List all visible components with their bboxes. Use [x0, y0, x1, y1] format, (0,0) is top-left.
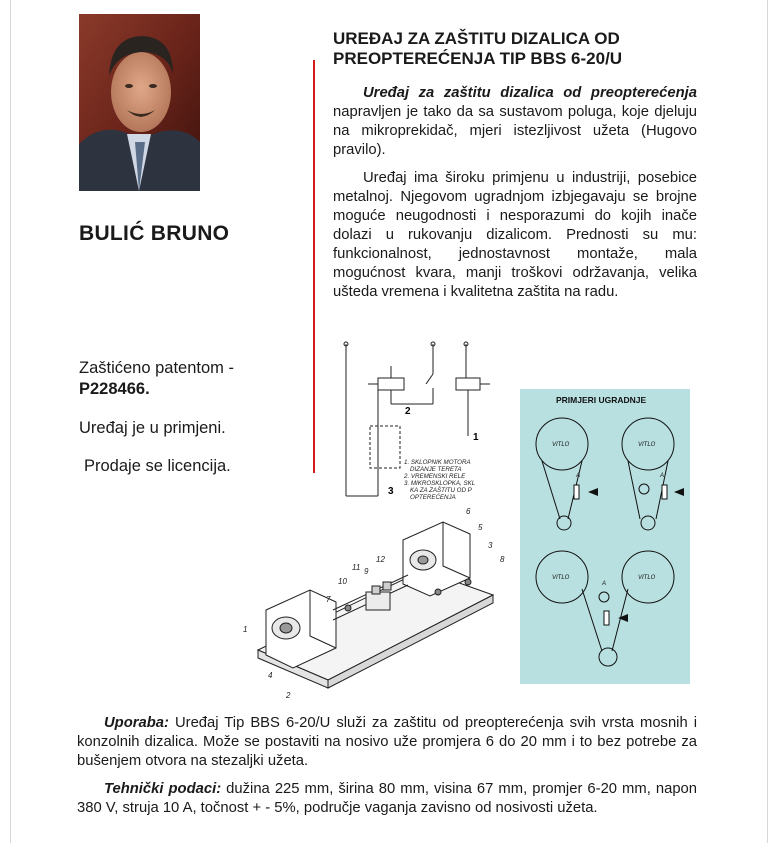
intro-emphasis: Uređaj za zaštitu dizalica od preopterećenja [363, 85, 697, 101]
patent-info [79, 358, 234, 400]
part-label: 9 [364, 567, 369, 576]
usage-label: Uporaba: [104, 715, 169, 731]
part-label: 3 [488, 541, 493, 550]
patent-number: P228466. [79, 380, 150, 398]
legend-line: KA ZA ZAŠTITU OD P [410, 487, 472, 494]
part-label: 12 [376, 555, 385, 564]
marker-a: A [660, 473, 665, 479]
legend-line: 1. SKLOPNIK MOTORA [404, 459, 471, 466]
part-label: 6 [466, 507, 471, 516]
drum-label: VITLO [638, 442, 656, 448]
part-label: 8 [500, 555, 505, 564]
intro-paragraph-2: Uređaj ima široku primjenu u industriji, posebice metalnoj. Njegovom ugradnjom izbjegavaju se brojne moguće neugodnosti i nesporazumi do kojih inače dolazi u rukovanju dizalicom. Prednosti su mu: funkcionalnost, jednostavnost montaže, mala mogućnost kvara, manji troškovi održavanja, velika ušteda vremena i kvalitetna zaštita na radu. [333, 170, 697, 300]
circuit-label-1: 1 [473, 432, 479, 443]
legend-line: 2. VREMENSKI RELE [404, 473, 466, 480]
installation-examples-panel [520, 389, 690, 684]
specs-text: dužina 225 mm, širina 80 mm, visina 67 mm, promjer 6-20 mm, napon 380 V, struja 10 A, točnost + - 5%, područje vaganja zavisno od nosivosti užeta. [77, 781, 698, 816]
part-label: 7 [326, 595, 331, 604]
specs-paragraph [77, 780, 697, 818]
legend-line: 3. MIKROSKLOPKA, SKL [404, 480, 476, 487]
article-title [333, 29, 693, 69]
intro-text [333, 84, 697, 311]
drum-label: VITLO [552, 575, 570, 581]
circuit-diagram [318, 336, 500, 508]
drum-label: VITLO [552, 442, 570, 448]
intro-p1-rest: napravljen je tako da sa sustavom poluga, koje djeluju na mikroprekidač, mjeri istezljivost užeta (Hugovo pravilo). [333, 104, 697, 158]
circuit-label-2: 2 [405, 406, 411, 417]
marker-a: A [576, 473, 581, 479]
part-label: 2 [286, 691, 291, 700]
patent-label: Zaštićeno patentom - [79, 359, 234, 377]
red-divider [313, 60, 315, 473]
title-line-2: PREOPTEREĆENJA TIP BBS 6-20/U [333, 49, 623, 68]
usage-text: Uređaj Tip BBS 6-20/U služi za zaštitu od preopterećenja svih vrsta mosnih i konzolnih dizalica. Može se postaviti na nosivo uže promjera 6 do 20 mm i to bez potrebe za bušenjem otvora na stezaljki užeta. [77, 715, 697, 769]
device-drawing [238, 500, 508, 705]
part-label: 1 [243, 625, 248, 634]
in-use-note: Uređaj je u primjeni. [79, 419, 226, 437]
part-label: 11 [352, 563, 361, 572]
specs-label: Tehnički podaci: [104, 781, 222, 797]
drum-label: VITLO [638, 575, 656, 581]
intro-paragraph-1 [333, 84, 697, 160]
usage-paragraph [77, 714, 697, 771]
legend-line: DIZANJE TERETA [410, 466, 462, 473]
marker-a: A [602, 581, 607, 587]
legend-line: OPTEREĆENJA [410, 494, 456, 501]
circuit-label-3: 3 [388, 486, 394, 497]
examples-title: PRIMJERI UGRADNJE [556, 395, 647, 405]
title-line-1: UREĐAJ ZA ZAŠTITU DIZALICA OD [333, 29, 620, 48]
part-label: 10 [338, 577, 347, 586]
part-label: 4 [268, 671, 273, 680]
license-note: Prodaje se licencija. [84, 457, 231, 475]
author-name: BULIĆ BRUNO [79, 222, 230, 245]
details-text [77, 714, 697, 827]
part-label: 5 [478, 523, 483, 532]
author-photo [79, 14, 200, 191]
